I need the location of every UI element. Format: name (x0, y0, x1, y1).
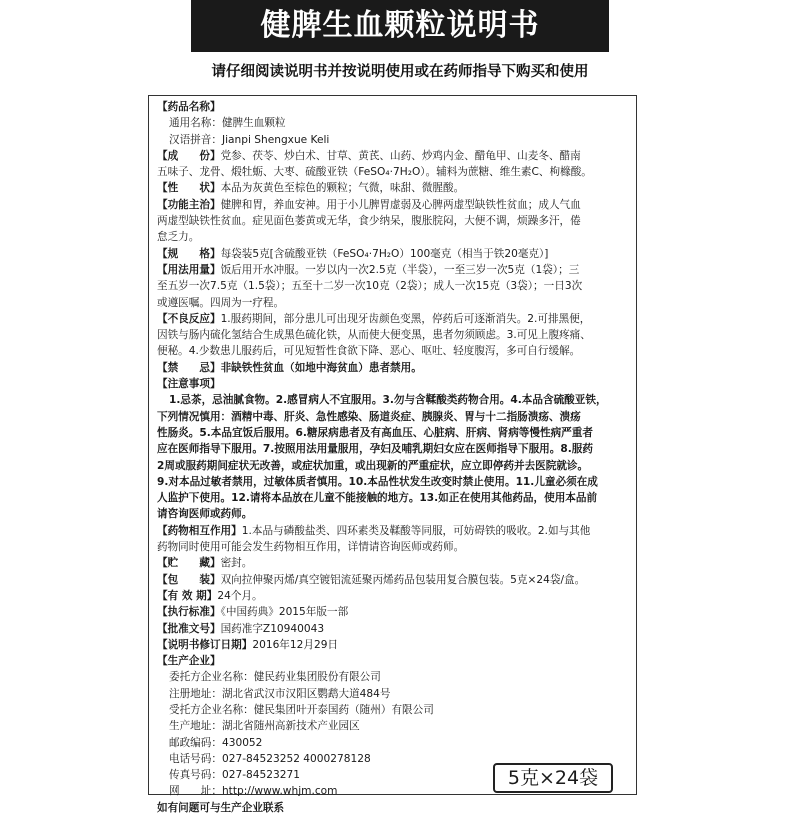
section-text: 党参、茯苓、炒白术、甘草、黄芪、山药、炒鸡内金、醋龟甲、山麦冬、醋南 (220, 149, 581, 162)
section-text: 受托方企业名称：健民集团叶开泰国药（随州）有限公司 (169, 703, 434, 716)
instruction-line (157, 669, 630, 685)
instruction-line (157, 523, 630, 539)
section-label: 【禁 忌】 (157, 361, 221, 374)
section-label: 【性 状】 (157, 182, 221, 195)
section-text: 24个月。 (217, 589, 263, 602)
section-text: 电话号码：027-84523252 4000278128 (169, 752, 371, 765)
section-text: 每袋装5克[含硫酸亚铁（FeSO₄·7H₂O）100毫克（相当于铁20毫克）] (220, 247, 549, 260)
section-text: 下列情况慎用：酒精中毒、肝炎、急性感染、肠道炎症、胰腺炎、胃与十二指肠溃疡、溃疡 (157, 410, 581, 423)
instruction-line (157, 343, 630, 359)
section-text: 注册地址：湖北省武汉市汉阳区鹦鹉大道484号 (169, 687, 391, 700)
usage-notice: 请仔细阅读说明书并按说明使用或在药师指导下购买和使用 (211, 64, 589, 80)
instruction-line (157, 278, 630, 294)
instruction-line (157, 311, 630, 327)
instruction-line (157, 229, 630, 245)
instruction-line (157, 164, 630, 180)
instruction-line (157, 99, 630, 115)
section-text: 1.忌茶，忌油腻食物。2.感冒病人不宜服用。3.勿与含鞣酸类药物合用。4.本品含硫酸亚铁， (169, 394, 607, 407)
section-text: 本品为灰黄色至棕色的颗粒；气微，味甜、微腥酸。 (220, 182, 465, 195)
instruction-line (157, 458, 630, 474)
section-text: 委托方企业名称：健民药业集团股份有限公司 (169, 671, 381, 684)
instruction-line (157, 360, 630, 376)
instruction-line (157, 572, 630, 588)
instruction-line (157, 392, 630, 408)
section-label: 【成 份】 (157, 149, 221, 162)
instruction-line (157, 197, 630, 213)
instruction-line (157, 735, 630, 751)
instruction-content (148, 95, 637, 814)
section-text: 非缺铁性贫血（如地中海贫血）患者禁用。 (220, 361, 422, 374)
package-spec-badge: 5克×24袋 (493, 763, 613, 793)
section-text: 2周或服药期间症状无改善，或症状加重，或出现新的严重症状，应立即停药并去医院就诊。 (157, 459, 589, 472)
section-text: 《中国药典》2015年版一部 (220, 606, 349, 619)
document-title: 健脾生血颗粒说明书 (191, 0, 609, 52)
section-text: 两虚型缺铁性贫血。症见面色萎黄或无华，食少纳呆，腹胀脘闷，大便不调，烦躁多汗，倦 (157, 215, 581, 228)
section-text: 便秘。4.少数患儿服药后，可见短暂性食欲下降、恶心、呕吐、轻度腹泻，多可自行缓解。 (157, 345, 581, 358)
section-label: 【生产企业】 (157, 655, 221, 668)
instruction-line (157, 213, 630, 229)
instruction-line (157, 702, 630, 718)
instruction-line (157, 262, 630, 278)
section-text: 2016年12月29日 (252, 638, 339, 651)
section-text: 饭后用开水冲服。一岁以内一次2.5克（半袋），一至三岁一次5克（1袋）；三 (220, 263, 580, 276)
section-label: 【规 格】 (157, 247, 221, 260)
section-text: 五味子、龙骨、煅牡蛎、大枣、硫酸亚铁（FeSO₄·7H₂O）。辅料为蔗糖、维生素C、枸橼酸。 (157, 166, 592, 179)
instruction-line (157, 327, 630, 343)
section-text: 请咨询医师或药师。 (157, 508, 253, 521)
instruction-line (157, 718, 630, 734)
section-text: 传真号码：027-84523271 (169, 769, 300, 782)
instruction-line (157, 409, 630, 425)
section-text: 人监护下使用。12.请将本品放在儿童不能接触的地方。13.如正在使用其他药品，使用本品前 (157, 492, 598, 505)
instruction-line (157, 376, 630, 392)
instruction-line (157, 295, 630, 311)
section-text: 性肠炎。5.本品宜饭后服用。6.糖尿病患者及有高血压、心脏病、肝病、肾病等慢性病严重者 (157, 426, 593, 439)
section-label: 【包 装】 (157, 573, 221, 586)
section-text: 双向拉伸聚丙烯/真空镀铝流延聚丙烯药品包装用复合膜包装。5克×24袋/盒。 (220, 573, 586, 586)
section-text: 1.服药期间，部分患儿可出现牙齿颜色变黑，停药后可逐渐消失。2.可排黑便， (220, 312, 591, 325)
section-text: 健脾和胃，养血安神。用于小儿脾胃虚弱及心脾两虚型缺铁性贫血；成人气血 (220, 198, 581, 211)
section-label: 【说明书修订日期】 (157, 638, 253, 651)
instruction-line (157, 588, 630, 604)
section-text: 国药准字Z10940043 (220, 622, 325, 635)
instruction-line (157, 555, 630, 571)
section-text: 如有问题可与生产企业联系 (157, 801, 285, 814)
section-label: 【批准文号】 (157, 622, 221, 635)
section-text: 1.本品与磷酸盐类、四环素类及鞣酸等同服，可妨碍铁的吸收。2.如与其他 (241, 524, 591, 537)
section-label: 【不良反应】 (157, 312, 221, 325)
instruction-line (157, 490, 630, 506)
instruction-line (157, 604, 630, 620)
instruction-line (157, 148, 630, 164)
section-label: 【执行标准】 (157, 606, 221, 619)
section-text: 或遵医嘱。四周为一疗程。 (157, 296, 285, 309)
section-label: 【药品名称】 (157, 101, 221, 113)
section-text: 通用名称：健脾生血颗粒 (169, 117, 286, 130)
instruction-line (157, 637, 630, 653)
instruction-line (157, 115, 630, 131)
instruction-line (157, 506, 630, 522)
section-label: 【注意事项】 (157, 378, 221, 391)
section-label: 【有 效 期】 (157, 589, 218, 602)
instruction-line (157, 441, 630, 457)
section-label: 【用法用量】 (157, 263, 221, 276)
instruction-line (157, 686, 630, 702)
instruction-line (157, 653, 630, 669)
section-text: 怠乏力。 (157, 231, 200, 244)
instruction-line (157, 621, 630, 637)
instruction-line (157, 180, 630, 196)
section-text: 因铁与肠内硫化氢结合生成黑色硫化铁，从而使大便变黑，患者勿须顾虑。3.可见上腹疼痛、 (157, 329, 591, 342)
section-text: 生产地址：湖北省随州高新技术产业园区 (169, 720, 360, 733)
section-text: 药物同时使用可能会发生药物相互作用，详情请咨询医师或药师。 (157, 541, 465, 554)
instruction-line (157, 539, 630, 555)
section-text: 网 址：http://www.whjm.com (169, 785, 338, 798)
section-text: 密封。 (220, 557, 253, 570)
instruction-line (157, 246, 630, 262)
section-text: 应在医师指导下服用。7.按照用法用量服用，孕妇及哺乳期妇女应在医师指导下服用。8.服药 (157, 443, 593, 456)
section-text: 至五岁一次7.5克（1.5袋）；五至十二岁一次10克（2袋）；成人一次15克（3袋）；一日3次 (157, 280, 583, 293)
instruction-line (157, 425, 630, 441)
section-label: 【贮 藏】 (157, 557, 221, 570)
section-label: 【药物相互作用】 (157, 524, 242, 537)
section-label: 【功能主治】 (157, 198, 221, 211)
instruction-line (157, 132, 630, 148)
section-text: 汉语拼音：Jianpi Shengxue Keli (169, 133, 330, 146)
instruction-line (157, 474, 630, 490)
section-text: 邮政编码：430052 (169, 736, 263, 749)
section-text: 9.对本品过敏者禁用，过敏体质者慎用。10.本品性状发生改变时禁止使用。11.儿童必须在成 (157, 475, 598, 488)
instruction-line (157, 800, 630, 816)
